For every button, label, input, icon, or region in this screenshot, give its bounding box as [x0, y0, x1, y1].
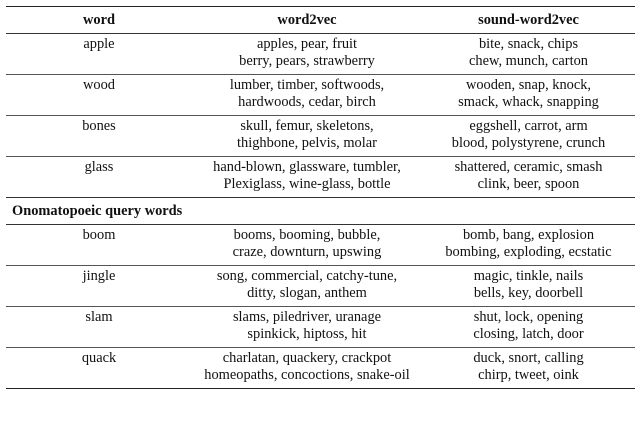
table-row: [6, 75, 635, 116]
header-sound-word2vec: sound-word2vec: [422, 7, 635, 34]
neighbors-line: closing, latch, door: [473, 326, 584, 342]
neighbors-line: skull, femur, skeletons,: [240, 118, 374, 134]
neighbors-line: craze, downturn, upswing: [232, 244, 382, 260]
neighbors-line: shattered, ceramic, smash: [454, 159, 603, 175]
query-word: boom: [6, 225, 192, 266]
neighbors-line: blood, polystyrene, crunch: [451, 135, 606, 151]
header-word: word: [6, 7, 192, 34]
neighbors-line: thighbone, pelvis, molar: [237, 135, 377, 151]
neighbors-line: slams, piledriver, uranage: [232, 309, 382, 325]
neighbors-line: charlatan, quackery, crackpot: [222, 350, 392, 366]
sound-word2vec-neighbors: [422, 307, 635, 348]
query-word: bones: [6, 116, 192, 157]
word2vec-neighbors: [192, 225, 422, 266]
neighbors-line: apples, pear, fruit: [256, 36, 358, 52]
comparison-table-container: [6, 6, 635, 389]
neighbors-line: spinkick, hiptoss, hit: [247, 326, 367, 342]
neighbors-line: lumber, timber, softwoods,: [229, 77, 385, 93]
word2vec-neighbors: [192, 348, 422, 389]
sound-word2vec-neighbors: [422, 157, 635, 198]
neighbors-line: chew, munch, carton: [469, 53, 588, 69]
neighbors-line: smack, whack, snapping: [458, 94, 599, 110]
word2vec-neighbors: [192, 75, 422, 116]
neighbors-line: bomb, bang, explosion: [462, 227, 595, 243]
header-word2vec: word2vec: [192, 7, 422, 34]
neighbors-line: magic, tinkle, nails: [473, 268, 584, 284]
table-row: [6, 34, 635, 75]
table-row: [6, 157, 635, 198]
nearest-neighbors-table: [6, 6, 635, 389]
neighbors-line: homeopaths, concoctions, snake-oil: [204, 367, 410, 383]
neighbors-line: booms, booming, bubble,: [233, 227, 381, 243]
neighbors-line: chirp, tweet, oink: [478, 367, 579, 383]
table-row: [6, 266, 635, 307]
word2vec-neighbors: [192, 34, 422, 75]
neighbors-line: shut, lock, opening: [473, 309, 584, 325]
neighbors-line: clink, beer, spoon: [477, 176, 580, 192]
neighbors-line: Plexiglass, wine-glass, bottle: [223, 176, 391, 192]
table-row: [6, 116, 635, 157]
neighbors-line: bells, key, doorbell: [473, 285, 584, 301]
query-word: glass: [6, 157, 192, 198]
query-word: quack: [6, 348, 192, 389]
neighbors-line: berry, pears, strawberry: [239, 53, 375, 69]
query-word: apple: [6, 34, 192, 75]
section-label: Onomatopoeic query words: [6, 198, 635, 225]
sound-word2vec-neighbors: [422, 348, 635, 389]
sound-word2vec-neighbors: [422, 225, 635, 266]
sound-word2vec-neighbors: [422, 34, 635, 75]
neighbors-line: duck, snort, calling: [473, 350, 584, 366]
section-header-row: [6, 198, 635, 225]
word2vec-neighbors: [192, 116, 422, 157]
neighbors-line: song, commercial, catchy-tune,: [216, 268, 398, 284]
neighbors-line: bombing, exploding, ecstatic: [445, 244, 612, 260]
table-header-row: [6, 7, 635, 34]
query-word: slam: [6, 307, 192, 348]
neighbors-line: wooden, snap, knock,: [465, 77, 592, 93]
neighbors-line: hardwoods, cedar, birch: [238, 94, 376, 110]
neighbors-line: ditty, slogan, anthem: [247, 285, 367, 301]
query-word: jingle: [6, 266, 192, 307]
neighbors-line: eggshell, carrot, arm: [469, 118, 588, 134]
sound-word2vec-neighbors: [422, 116, 635, 157]
query-word: wood: [6, 75, 192, 116]
sound-word2vec-neighbors: [422, 75, 635, 116]
table-row: [6, 348, 635, 389]
sound-word2vec-neighbors: [422, 266, 635, 307]
neighbors-line: bite, snack, chips: [478, 36, 579, 52]
neighbors-line: hand-blown, glassware, tumbler,: [213, 159, 401, 175]
word2vec-neighbors: [192, 307, 422, 348]
table-row: [6, 307, 635, 348]
word2vec-neighbors: [192, 266, 422, 307]
table-row: [6, 225, 635, 266]
word2vec-neighbors: [192, 157, 422, 198]
